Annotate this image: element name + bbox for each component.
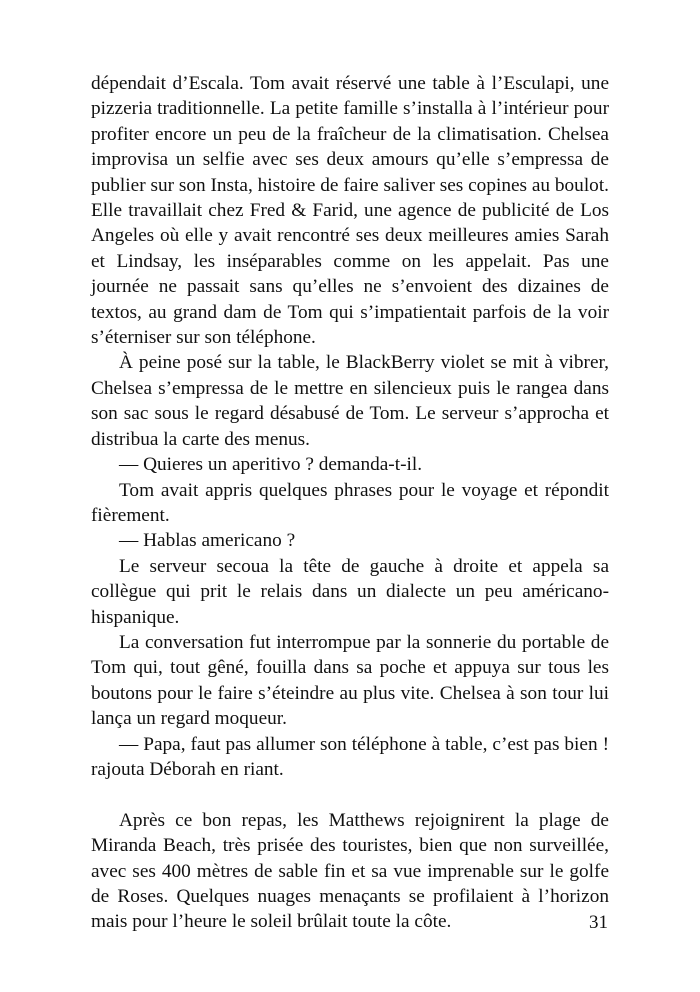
paragraph-7: La conversation fut interrompue par la sonnerie du portable de Tom qui, tout gêné, fouilla dans sa poche et appuya sur tous les boutons pour le faire s’éteindre au plus vite. Chelsea à son tour lui lança un regard moqueur. — [91, 631, 609, 730]
page-number: 31 — [589, 912, 608, 933]
paragraph-9: Après ce bon repas, les Matthews rejoignirent la plage de Miranda Beach, très prisée des touristes, bien que non surveillée, avec ses 400 mètres de sable fin et sa vue imprenable sur le golfe de Roses. Quelques nuages menaçants se profilaient à l’horizon mais pour l’heure le soleil brûlait toute la côte. — [91, 809, 609, 933]
body-text — [91, 71, 609, 935]
paragraph-3: — Quieres un aperitivo ? demanda-t-il. — [119, 454, 423, 476]
section-break — [91, 782, 609, 807]
paragraph-4: Tom avait appris quelques phrases pour le voyage et répondit fièrement. — [91, 479, 609, 526]
paragraph-1: dépendait d’Escala. Tom avait réservé une table à l’Esculapi, une pizzeria traditionnelle. La petite famille s’installa à l’intérieur pour profiter encore un peu de la fraîcheur de la climatisation. Chelsea improvisa un selfie avec ses deux amours qu’elle s’empressa de publier sur son Insta, histoire de faire saliver ses copines au boulot. Elle travaillait chez Fred & Farid, une agence de publicité de Los Angeles où elle y avait rencontré ses deux meilleures amies Sarah et Lindsay, les inséparables comme on les appelait. Pas une journée ne passait sans qu’elles ne s’envoient des dizaines de textos, au grand dam de Tom qui s’impatientait parfois de la voir s’éterniser sur son téléphone. — [91, 73, 609, 349]
paragraph-8: — Papa, faut pas allumer son téléphone à table, c’est pas bien ! rajouta Déborah en riant. — [91, 733, 609, 780]
paragraph-2: À peine posé sur la table, le BlackBerry violet se mit à vibrer, Chelsea s’empressa de le mettre en silencieux puis le rangea dans son sac sous le regard désabusé de Tom. Le serveur s’approcha et distribua la carte des menus. — [91, 352, 609, 450]
paragraph-6: Le serveur secoua la tête de gauche à droite et appela sa collègue qui prit le relais dans un dialecte un peu américano-hispanique. — [91, 555, 609, 628]
paragraph-5: — Hablas americano ? — [119, 530, 296, 552]
